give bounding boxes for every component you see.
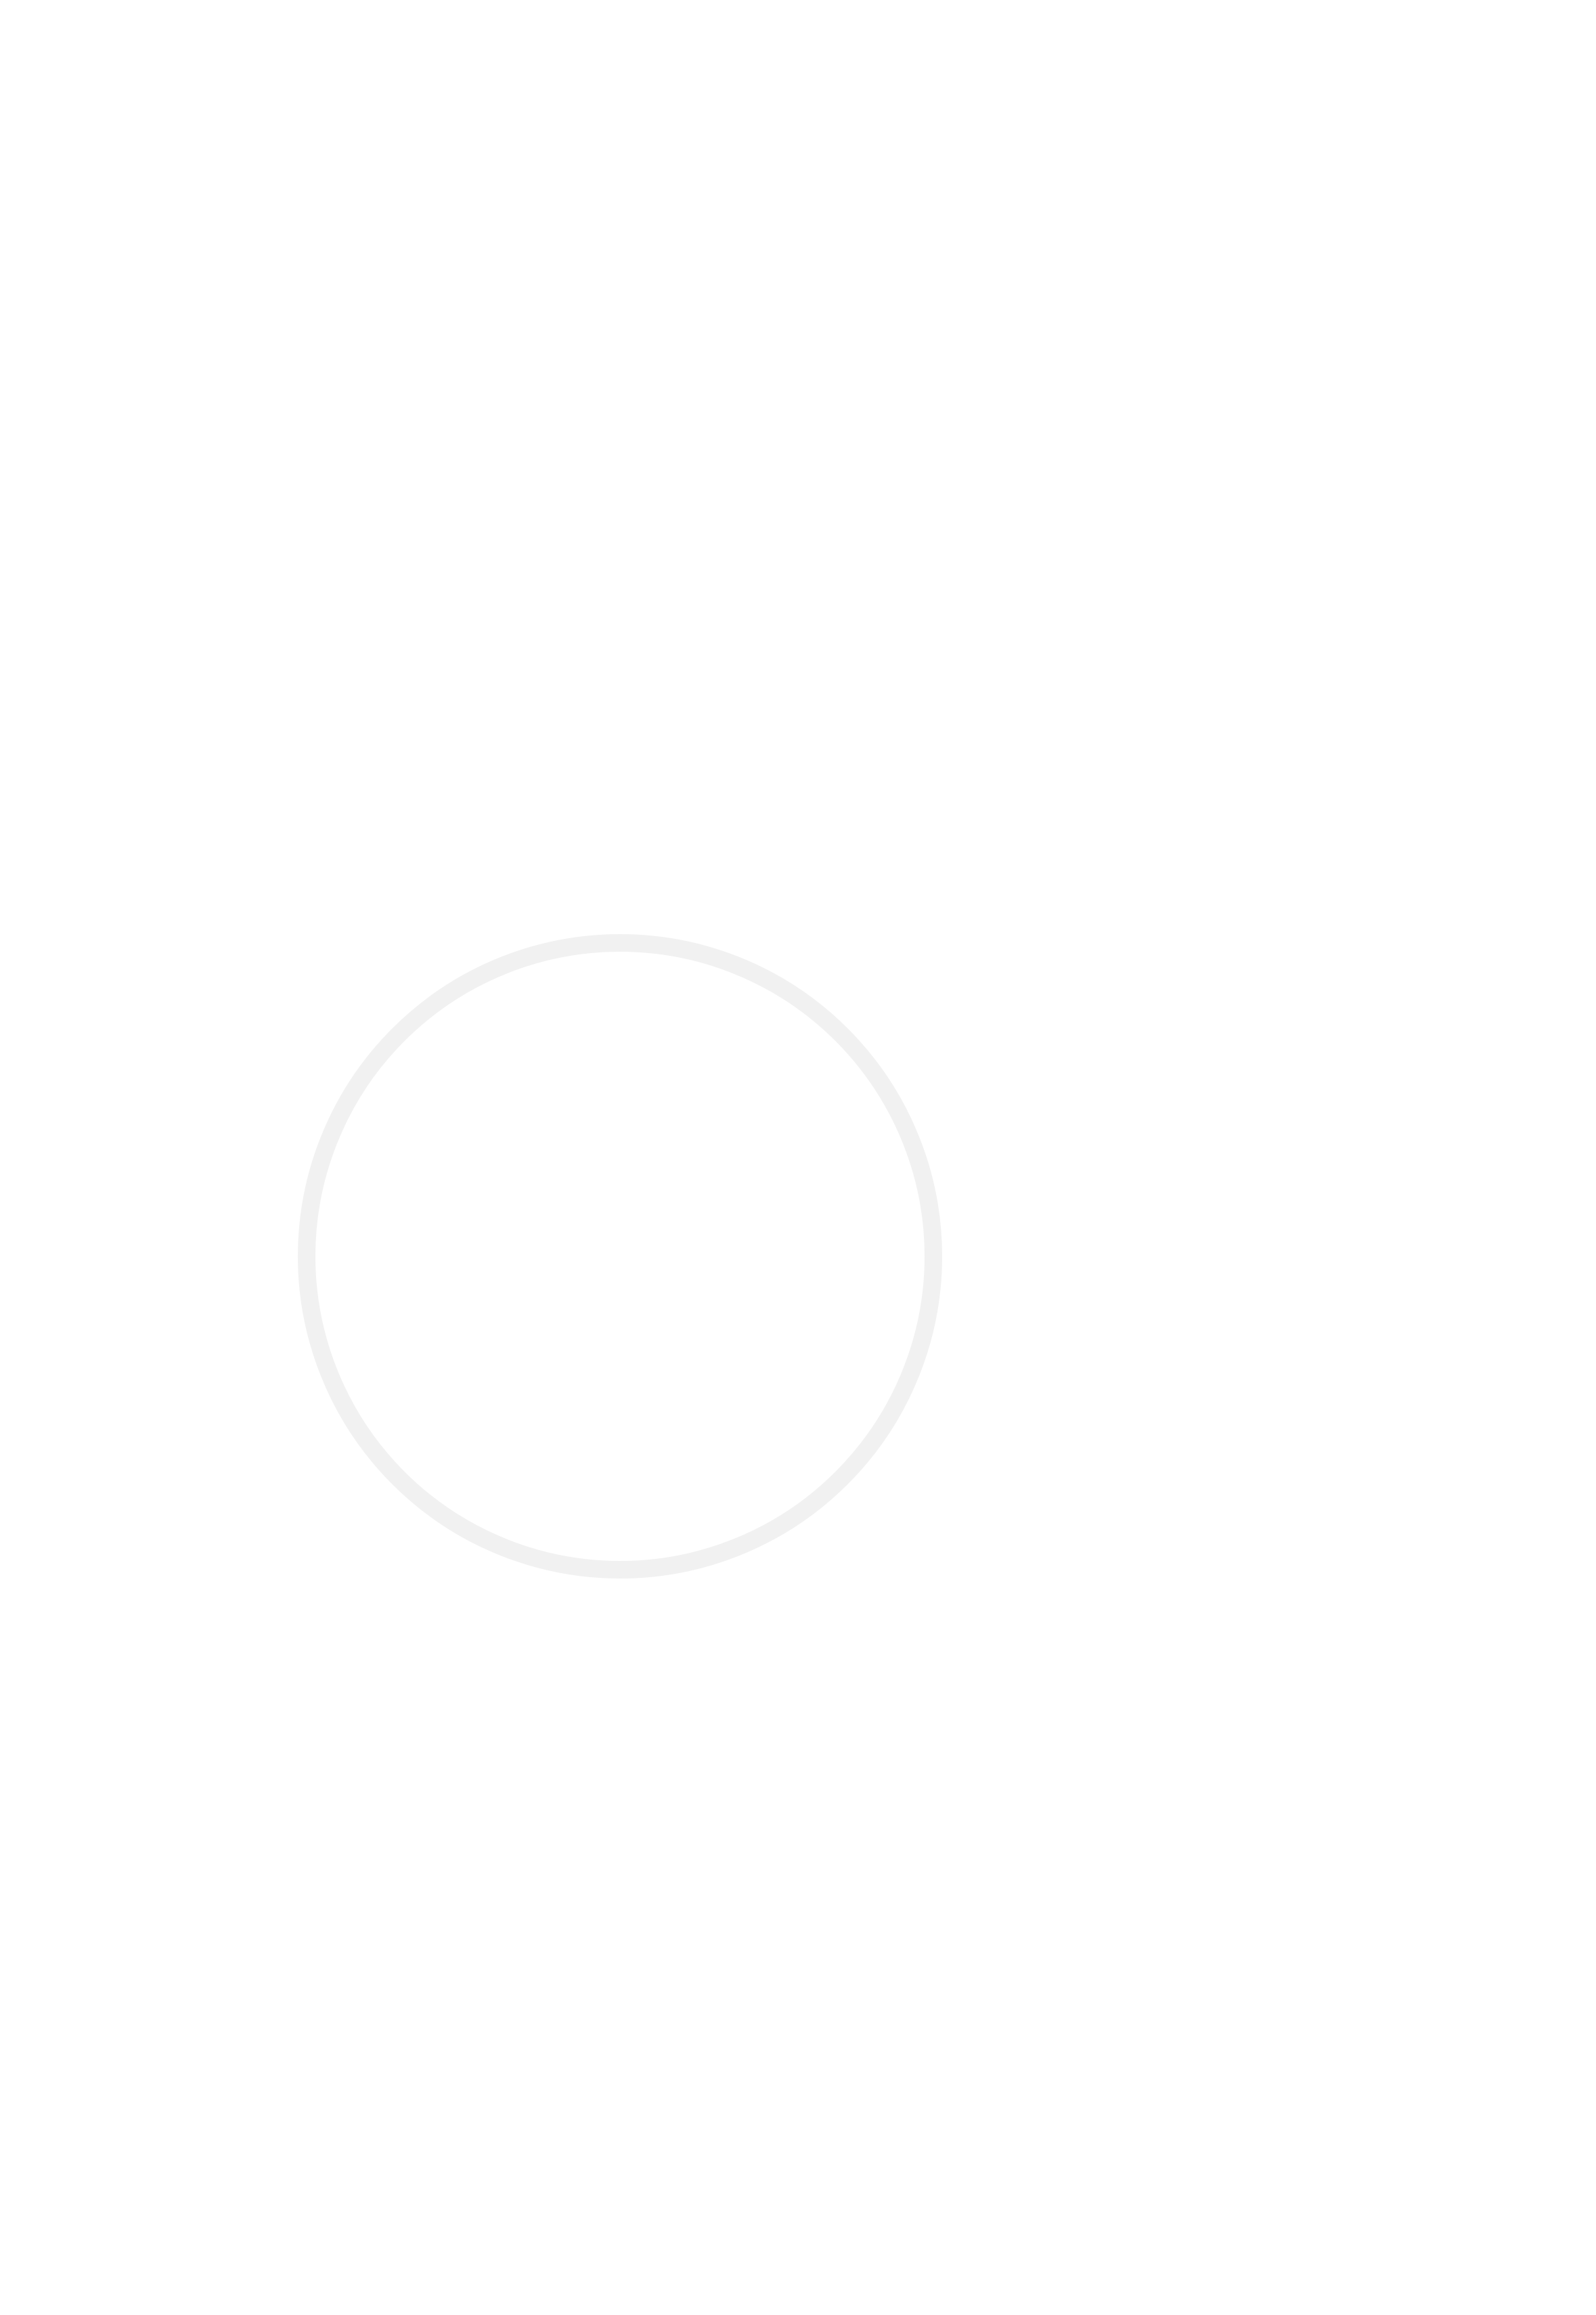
watermark-stamp: [298, 934, 942, 1579]
